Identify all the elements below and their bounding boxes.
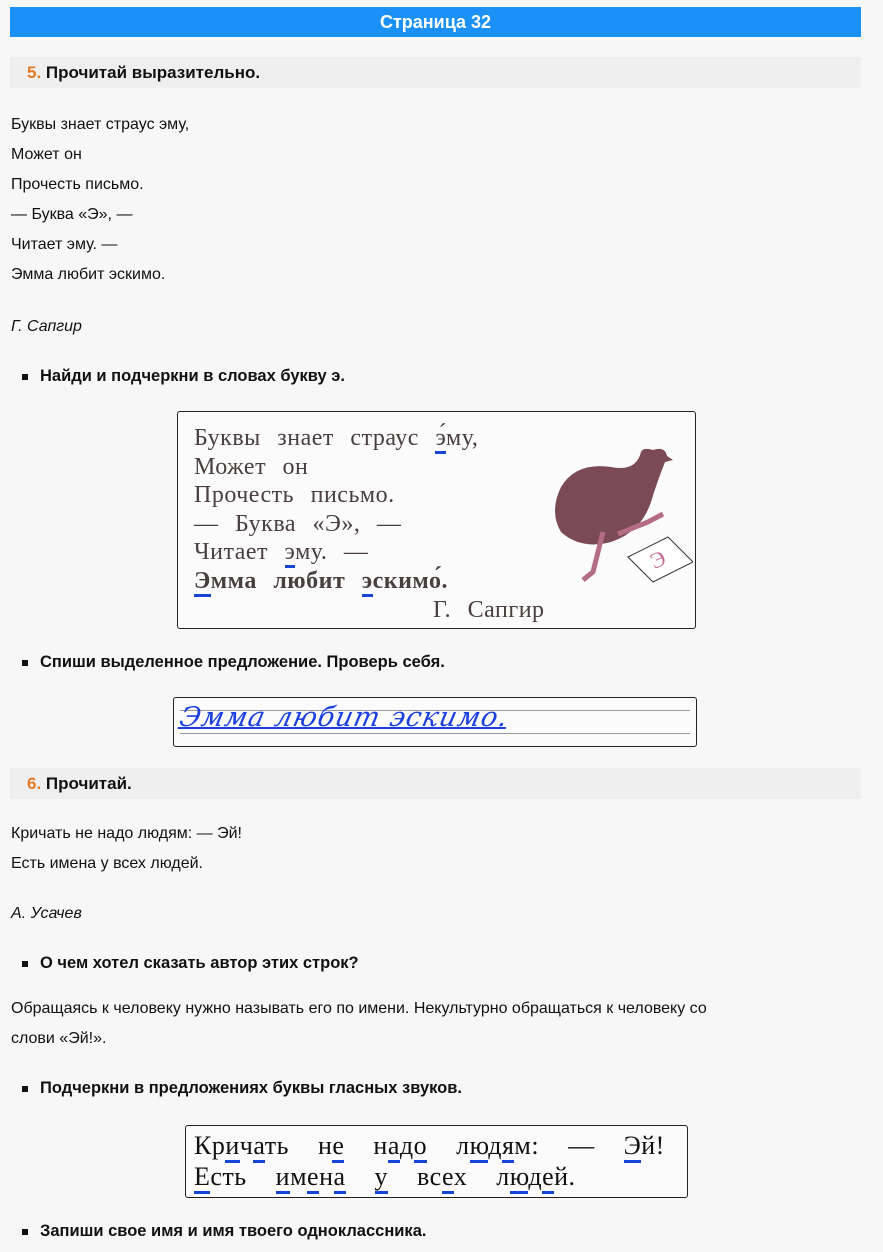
poem-line: Кричать не надо людям: — Эй!	[11, 825, 242, 842]
answer-line: Обращаясь к человеку нужно называть его по имени. Некультурно обращаться к человеку со	[11, 1000, 707, 1017]
text-segment	[346, 1162, 375, 1191]
handwritten-answer: Эмма любит эскимо.	[176, 702, 512, 733]
image-text-line	[194, 424, 478, 453]
bullet-item: Подчеркни в предложениях буквы гласных звуков.	[22, 1076, 462, 1100]
text-segment: л	[427, 1131, 470, 1160]
handwriting-image	[173, 697, 697, 747]
image-text-line	[194, 481, 478, 510]
underlined-letter: ю	[510, 1162, 529, 1194]
text-segment: ч	[239, 1131, 254, 1160]
text-segment: д	[528, 1162, 543, 1191]
emu-illustration	[553, 442, 693, 592]
task-title: Прочитай выразительно.	[45, 63, 261, 82]
text-segment: Может он	[194, 453, 309, 480]
text-segment: й!	[641, 1131, 665, 1160]
poem-line: — Буква «Э», —	[11, 206, 133, 223]
image-text-line	[194, 1161, 665, 1192]
text-segment: х л	[453, 1162, 510, 1191]
image-author: Г. Сапгир	[433, 597, 545, 623]
text-segment: му. —	[295, 539, 369, 565]
underlined-letter: а	[334, 1162, 346, 1194]
text-segment: н	[319, 1162, 334, 1191]
task-number: 5.	[27, 63, 42, 82]
poem-line: Буквы знает страус эму,	[11, 116, 190, 133]
text-segment: му,	[446, 425, 479, 451]
text-segment: — Буква «Э», —	[194, 510, 402, 537]
underlined-letter: е	[332, 1131, 344, 1163]
text-segment: скимо́.	[372, 567, 448, 594]
poem-line: Читает эму. —	[11, 236, 118, 253]
task-5-heading	[10, 57, 861, 88]
underlined-letter: е	[307, 1162, 319, 1194]
underlined-letter: и	[276, 1162, 290, 1194]
poem-line: Может он	[11, 146, 82, 163]
task-6-heading	[10, 768, 861, 799]
poem	[11, 819, 242, 879]
underlined-letter: и	[225, 1131, 239, 1163]
text-segment: мма любит	[210, 567, 362, 594]
text-segment: Прочесть письмо.	[194, 482, 395, 508]
underlined-letter: э	[362, 568, 373, 597]
text-segment: сть	[210, 1162, 276, 1191]
text-segment: вс	[388, 1162, 443, 1191]
textbook-image-vowels	[185, 1125, 688, 1198]
text-segment: м	[290, 1162, 308, 1191]
task-number: 6.	[27, 774, 42, 793]
bullet-item: Найди и подчеркни в словах букву э.	[22, 364, 345, 388]
poem-author: Г. Сапгир	[11, 318, 82, 335]
poem	[11, 110, 189, 290]
image-text-line	[194, 567, 478, 596]
page-title: Страница 32	[10, 7, 861, 37]
underlined-letter: Е	[194, 1162, 210, 1194]
text-segment: Буквы знает страус	[194, 425, 436, 451]
text-segment: д	[488, 1131, 502, 1160]
underlined-letter: э	[285, 539, 296, 568]
bullet-item: Спиши выделенное предложение. Проверь себя.	[22, 650, 445, 674]
answer-text	[11, 994, 707, 1054]
text-segment: д	[399, 1131, 414, 1160]
underlined-letter: у	[375, 1162, 389, 1194]
underlined-letter: ю	[470, 1131, 489, 1163]
image-text-line	[194, 453, 478, 482]
underlined-letter: о	[414, 1131, 428, 1163]
poem-line: Эмма любит эскимо.	[11, 266, 166, 283]
bullet-item: Запиши свое имя и имя твоего одноклассника.	[22, 1219, 426, 1243]
bullet-item: О чем хотел сказать автор этих строк?	[22, 951, 359, 975]
underlined-letter: Э	[194, 568, 211, 597]
underlined-letter: я	[502, 1131, 514, 1163]
text-segment: Кр	[194, 1131, 226, 1160]
image-text-line	[194, 510, 478, 539]
image-text-line	[194, 1130, 665, 1161]
underlined-letter: а	[253, 1131, 264, 1163]
poem-line: Есть имена у всех людей.	[11, 855, 203, 872]
poem-line: Прочесть письмо.	[11, 176, 144, 193]
text-segment: й.	[554, 1162, 576, 1191]
underlined-letter: а	[388, 1131, 400, 1163]
underlined-letter: е	[442, 1162, 454, 1194]
svg-text:Э: Э	[645, 544, 670, 574]
text-segment: м: —	[514, 1131, 624, 1160]
text-segment: Читает	[194, 539, 285, 565]
task-title: Прочитай.	[45, 774, 132, 793]
textbook-image-emu	[177, 411, 696, 629]
image-text-line	[194, 538, 478, 567]
underlined-letter: Э	[624, 1131, 642, 1163]
answer-line: слови «Эй!».	[11, 1030, 107, 1047]
underlined-letter: э́	[435, 425, 446, 454]
poem-author: А. Усачев	[11, 905, 82, 922]
text-segment: н	[344, 1131, 388, 1160]
underlined-letter: е	[542, 1162, 554, 1194]
text-segment: ть н	[264, 1131, 333, 1160]
